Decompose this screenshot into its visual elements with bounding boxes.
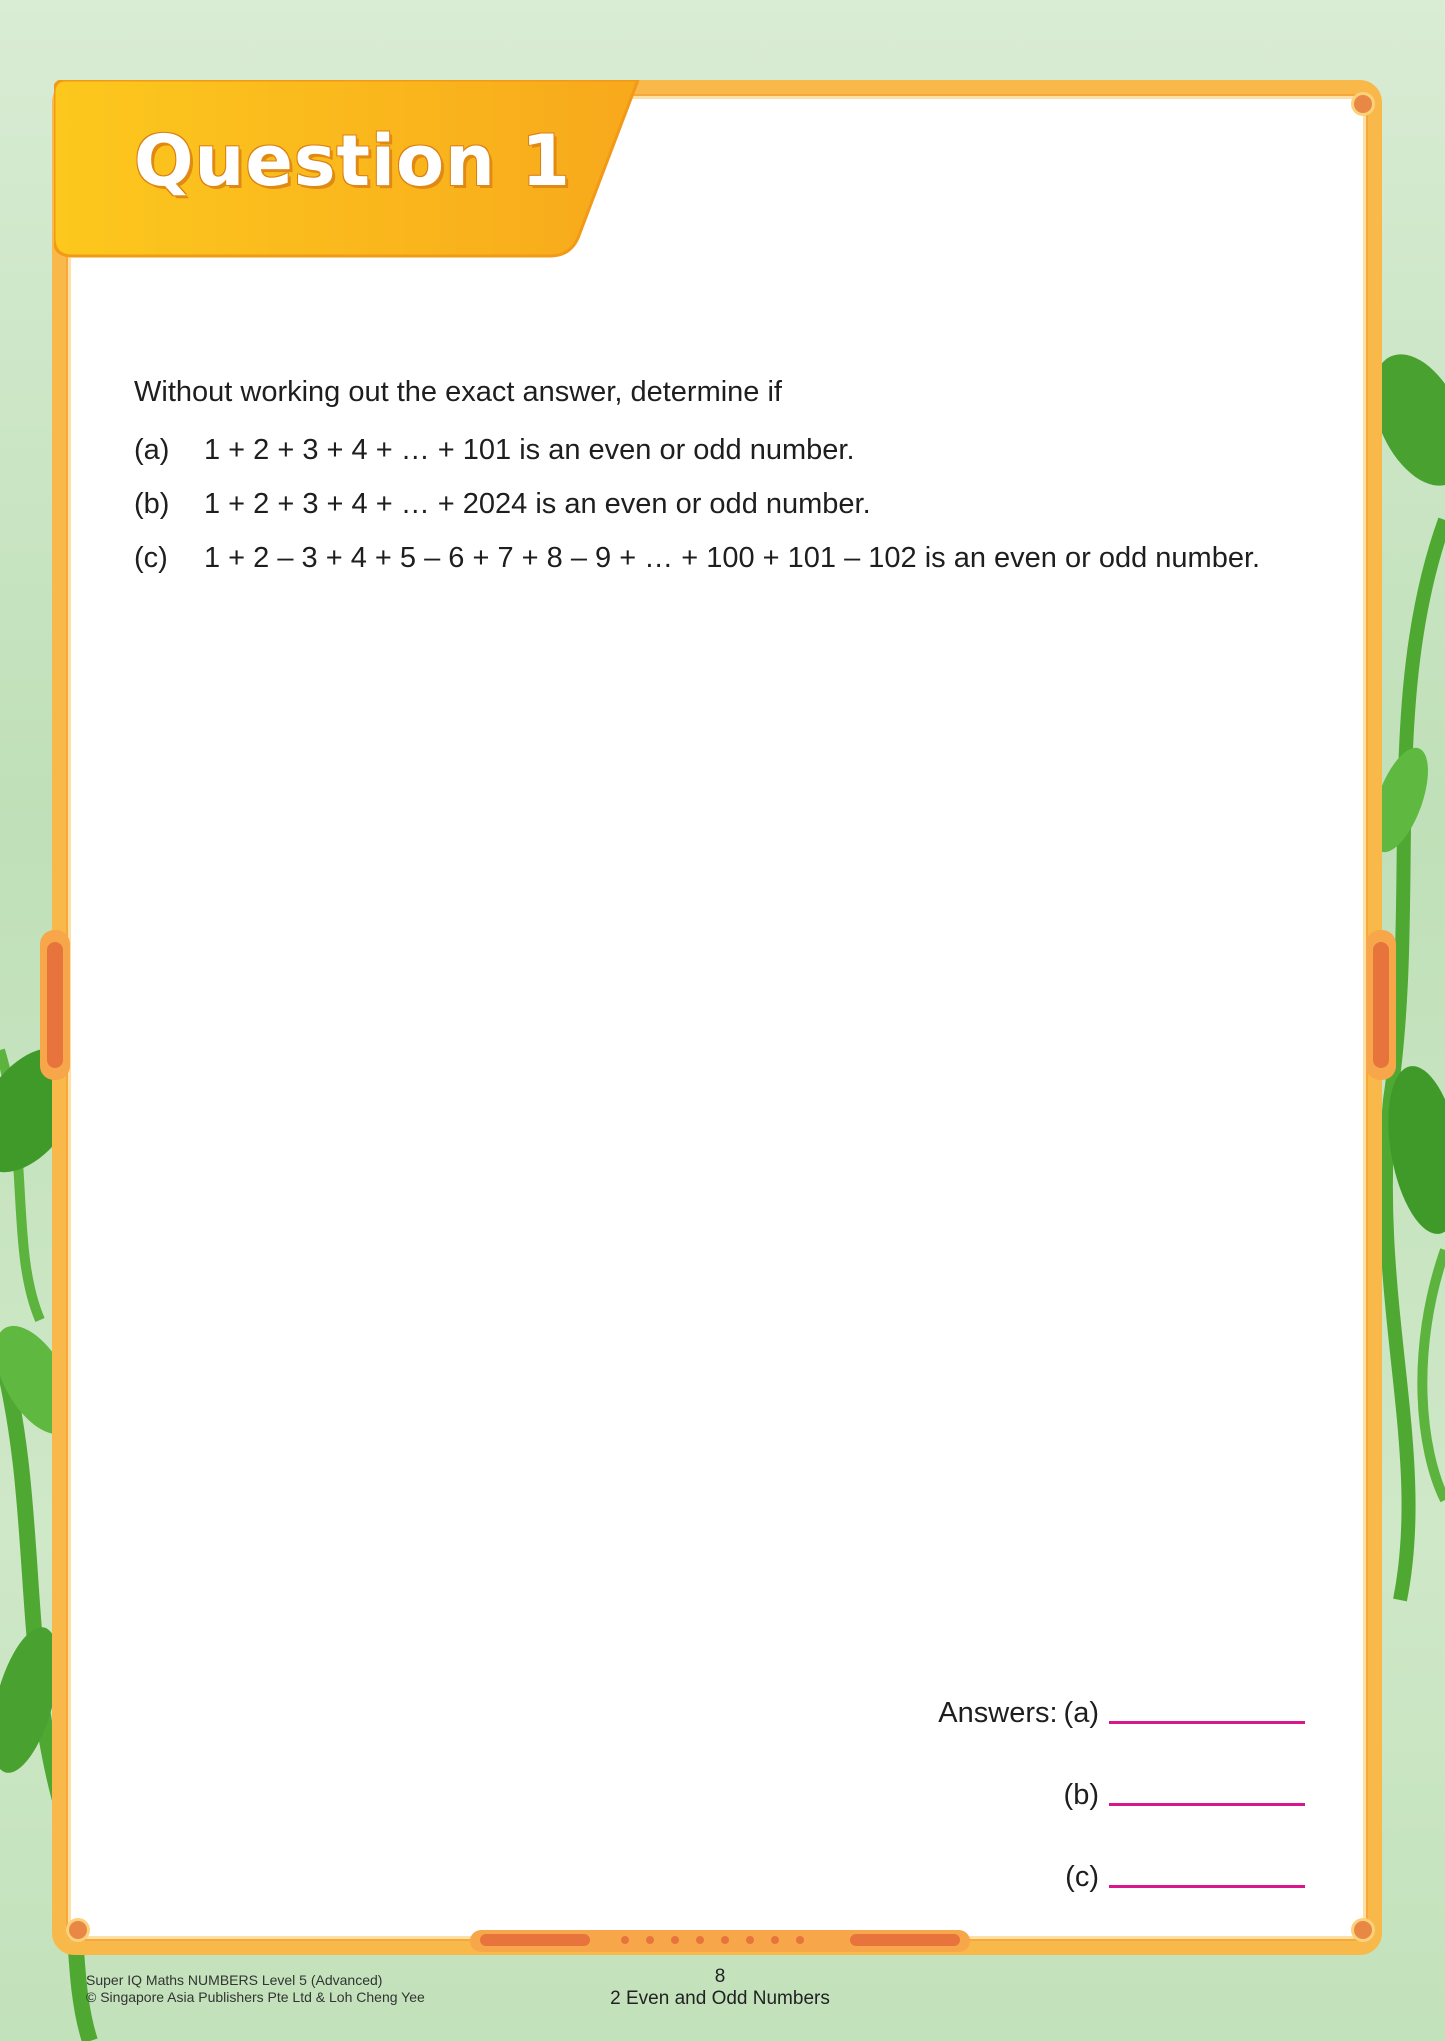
right-frame-tab (1366, 930, 1396, 1080)
question-frame (52, 80, 1382, 1955)
answer-row-c (785, 1854, 1305, 1894)
footer-book-title: Super IQ Maths NUMBERS Level 5 (Advanced) (86, 1972, 383, 1988)
question-title: Question 1 (134, 120, 571, 202)
question-part-b (134, 484, 1334, 524)
answers-prefix: Answers: (938, 1697, 1058, 1729)
question-intro: Without working out the exact answer, determine if (134, 376, 782, 408)
left-frame-tab (40, 930, 70, 1080)
frame-bottom-ornament (470, 1926, 970, 1954)
answer-label: (b) (1063, 1779, 1099, 1811)
corner-rivet-bottom-left (66, 1918, 90, 1942)
answers-section (785, 1690, 1305, 1936)
answer-label: (c) (1065, 1861, 1099, 1893)
answer-label: (a) (1063, 1697, 1099, 1729)
part-text: 1 + 2 + 3 + 4 + … + 2024 is an even or odd number. (204, 488, 871, 520)
question-part-c (134, 538, 1334, 578)
footer-page-info (560, 1966, 880, 2010)
part-label: (c) (134, 542, 168, 574)
part-text: 1 + 2 + 3 + 4 + … + 101 is an even or odd number. (204, 434, 855, 466)
part-label: (b) (134, 488, 170, 520)
chapter-title: 2 Even and Odd Numbers (610, 1988, 830, 2009)
answer-row-b (785, 1772, 1305, 1812)
corner-rivet-bottom-right (1351, 1918, 1375, 1942)
page-number: 8 (714, 1966, 726, 1987)
question-body (134, 372, 1334, 592)
answer-row-a (785, 1690, 1305, 1730)
corner-rivet-top-right (1351, 92, 1375, 116)
part-text: 1 + 2 – 3 + 4 + 5 – 6 + 7 + 8 – 9 + … + 100 + 101 – 102 is an even or odd number. (204, 542, 1261, 574)
part-label: (a) (134, 434, 170, 466)
question-part-a (134, 430, 1334, 470)
answer-blank-c[interactable] (1109, 1885, 1305, 1888)
answer-blank-a[interactable] (1109, 1721, 1305, 1724)
footer-copyright: © Singapore Asia Publishers Pte Ltd & Loh Cheng Yee (86, 1989, 425, 2005)
footer-book-info (86, 1972, 425, 2006)
answer-blank-b[interactable] (1109, 1803, 1305, 1806)
